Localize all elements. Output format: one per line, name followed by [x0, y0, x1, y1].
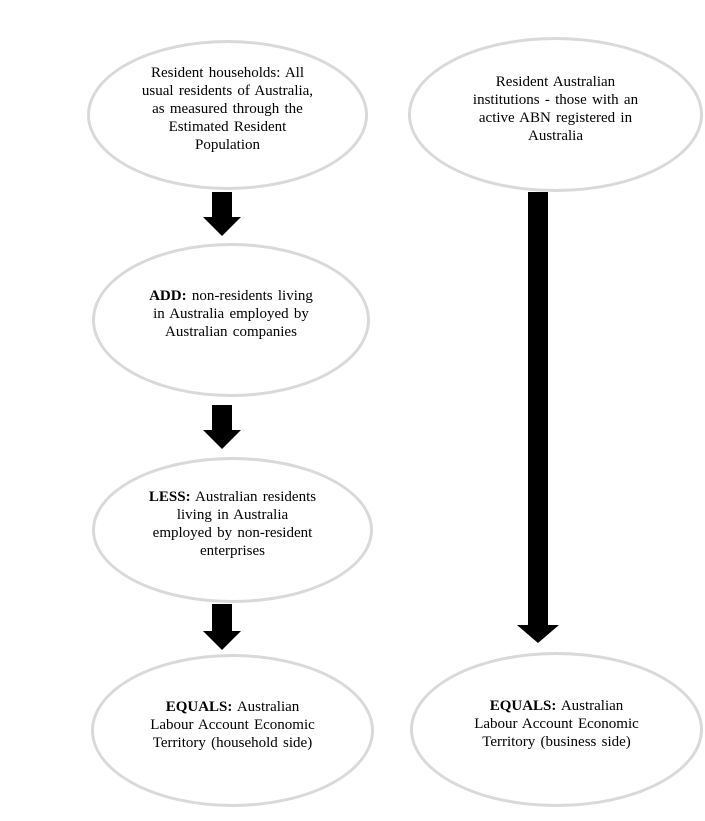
long-down-arrow-icon — [517, 192, 559, 643]
node-line: Labour Account Economic — [474, 715, 639, 732]
node-line — [150, 698, 315, 716]
node-text-resident-institutions — [473, 73, 638, 145]
node-line: in Australia employed by — [153, 306, 309, 322]
node-text-equals-household-side — [150, 698, 315, 752]
node-line: Estimated Resident — [168, 119, 287, 135]
node-line — [149, 287, 313, 305]
node-text-add-non-residents — [149, 287, 313, 341]
node-line — [473, 73, 638, 91]
node-line: living in Australia — [176, 507, 289, 523]
node-line-text: Resident Australian — [495, 73, 616, 90]
node-line: Population — [194, 137, 260, 153]
ellipse-less-australian-residents — [92, 457, 373, 603]
node-line: enterprises — [200, 543, 265, 559]
node-prefix: LESS: — [148, 489, 191, 505]
node-line: Australia — [528, 127, 583, 144]
node-text-equals-business-side — [474, 697, 639, 751]
node-line — [474, 697, 639, 715]
ellipse-equals-business-side — [410, 652, 703, 807]
ellipse-add-non-residents — [92, 243, 370, 397]
node-line — [149, 488, 316, 506]
down-arrow-icon-1 — [202, 192, 242, 236]
down-arrow-icon-3 — [202, 604, 242, 650]
node-line: Australian companies — [165, 324, 297, 340]
node-prefix: EQUALS: — [489, 697, 557, 714]
node-text-resident-households — [142, 64, 313, 154]
node-prefix: ADD: — [149, 288, 187, 304]
node-line-text: Australian residents — [195, 489, 317, 505]
node-line-text: Australian — [236, 698, 300, 715]
ellipse-equals-household-side — [91, 654, 374, 807]
node-line: as measured through the — [152, 101, 303, 117]
node-line-text: Resident households: All — [150, 65, 304, 81]
node-text-less-australian-residents — [149, 488, 316, 560]
node-line: employed by non-resident — [152, 525, 313, 541]
node-line — [142, 64, 313, 82]
node-line: Territory (business side) — [482, 733, 631, 750]
node-line-text: non-residents living — [191, 288, 313, 304]
node-line: institutions - those with an — [472, 91, 639, 108]
node-prefix: EQUALS: — [165, 698, 233, 715]
node-line-text: Australian — [560, 697, 624, 714]
ellipse-resident-institutions — [408, 37, 703, 192]
node-line: Labour Account Economic — [150, 716, 315, 733]
down-arrow-icon-2 — [202, 405, 242, 449]
ellipse-resident-households — [87, 40, 368, 190]
node-line: Territory (household side) — [152, 734, 313, 751]
node-line: active ABN registered in — [478, 109, 633, 126]
node-line: usual residents of Australia, — [141, 83, 314, 99]
